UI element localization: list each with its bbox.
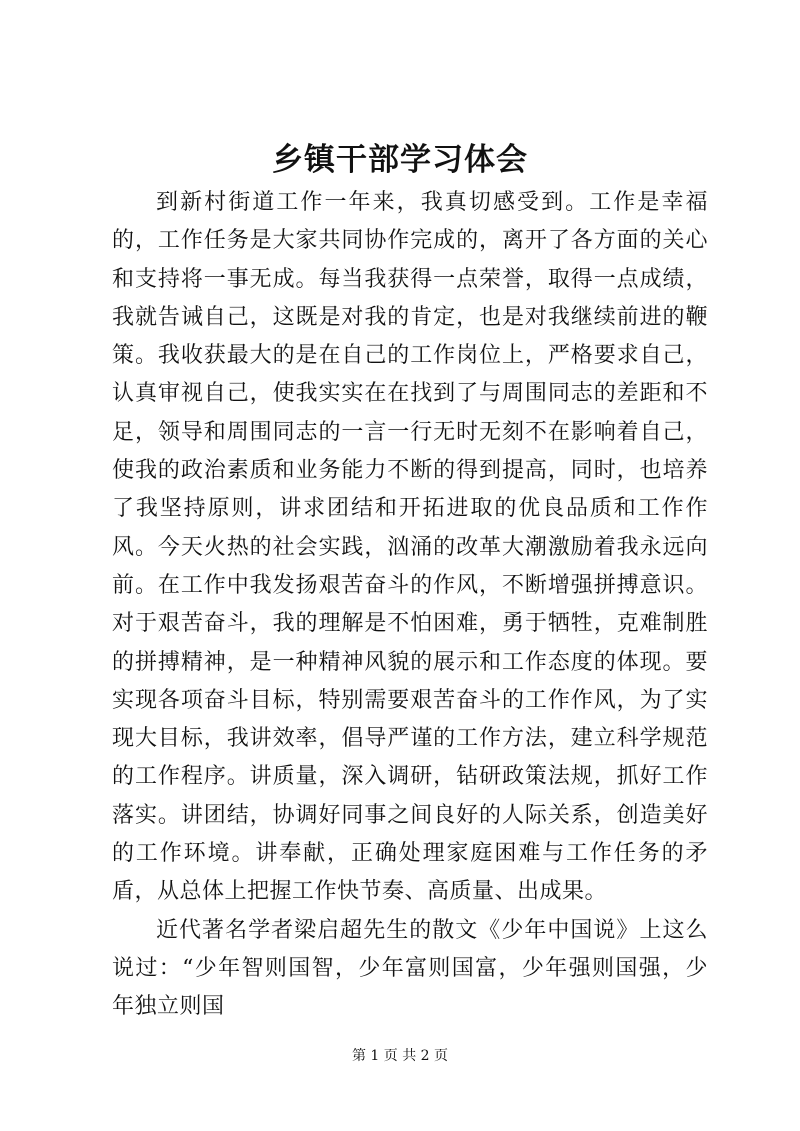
paragraph-2: 近代著名学者梁启超先生的散文《少年中国说》上这么说过：“少年智则国智，少年富则国富，少年强则国强，少年独立则国 (112, 917, 708, 1020)
document-body (112, 184, 708, 1027)
page-footer: 第 1 页 共 2 页 (351, 1048, 449, 1064)
document-title: 乡镇干部学习体会 (272, 142, 528, 178)
paragraph-1: 到新村街道工作一年来，我真切感受到。工作是幸福的，工作任务是大家共同协作完成的，离开了各方面的关心和支持将一事无成。每当我获得一点荣誉，取得一点成绩，我就告诫自己，这既是对我的肯定，也是对我继续前进的鞭策。我收获最大的是在自己的工作岗位上，严格要求自己，认真审视自己，使我实实在在找到了与周围同志的差距和不足，领导和周围同志的一言一行无时无刻不在影响着自己，使我的政治素质和业务能力不断的得到提高，同时，也培养了我坚持原则，讲求团结和开拓进取的优良品质和工作作风。今天火热的社会实践，汹涌的改革大潮激励着我永远向前。在工作中我发扬艰苦奋斗的作风，不断增强拼搏意识。对于艰苦奋斗，我的理解是不怕困难，勇于牺牲，克难制胜的拼搏精神，是一种精神风貌的展示和工作态度的体现。要实现各项奋斗目标，特别需要艰苦奋斗的工作作风，为了实现大目标，我讲效率，倡导严谨的工作方法，建立科学规范的工作程序。讲质量，深入调研，钻研政策法规，抓好工作落实。讲团结，协调好同事之间良好的人际关系，创造美好的工作环境。讲奉献，正确处理家庭困难与工作任务的矛盾，从总体上把握工作快节奏、高质量、出成果。 (112, 190, 708, 905)
